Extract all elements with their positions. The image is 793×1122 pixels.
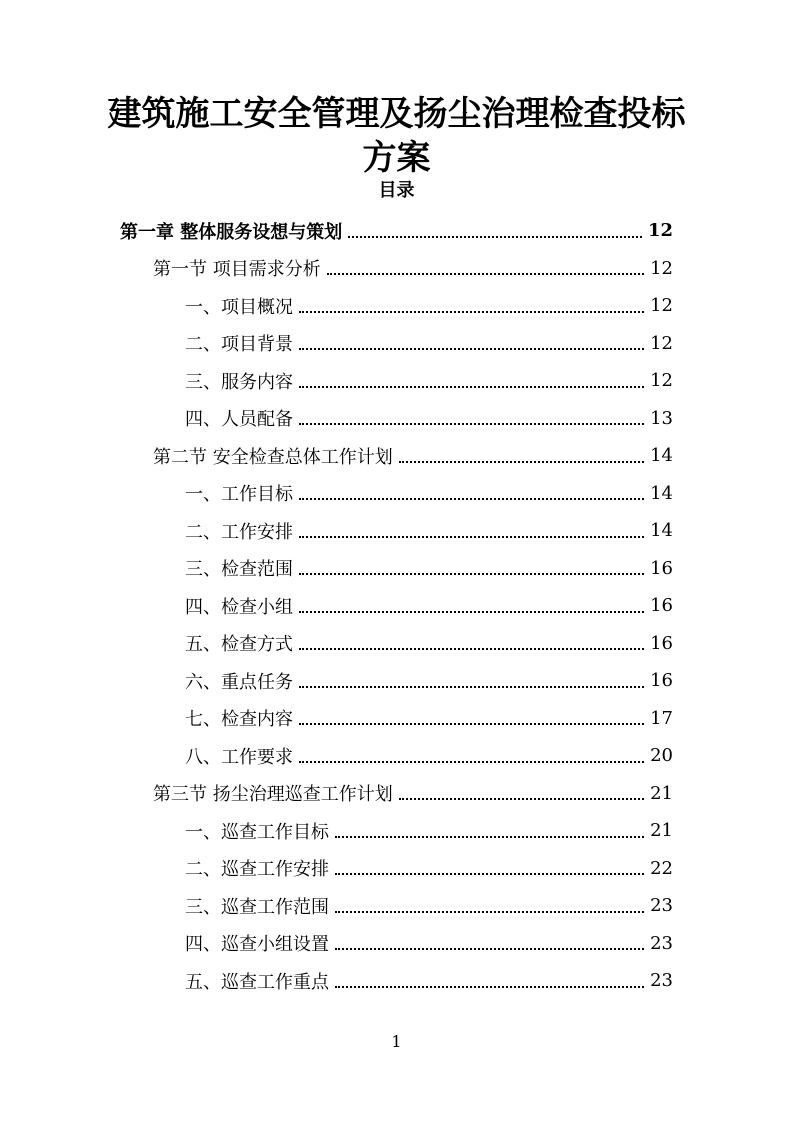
toc-leader-dots (335, 948, 644, 950)
toc-entry[interactable] (185, 700, 673, 737)
toc-entry-label: 二、项目背景 (185, 334, 293, 355)
toc-entry[interactable] (185, 287, 673, 324)
toc-entry[interactable] (185, 325, 673, 362)
toc-leader-dots (299, 536, 644, 538)
toc-entry-label: 第一节 项目需求分析 (153, 259, 321, 280)
toc-leader-dots (299, 648, 644, 650)
toc-entry-label: 一、项目概况 (185, 296, 293, 318)
toc-entry-page: 16 (650, 557, 673, 579)
toc-leader-dots (335, 911, 644, 913)
toc-leader-dots (299, 311, 644, 313)
toc-leader-dots (399, 798, 644, 800)
toc-entry-page: 14 (650, 520, 673, 541)
toc-entry[interactable] (153, 437, 673, 474)
toc-entry[interactable] (185, 475, 673, 512)
toc-entry[interactable] (185, 625, 673, 662)
toc-leader-dots (299, 611, 644, 613)
toc-entry-page: 17 (650, 707, 673, 729)
toc-entry-page: 14 (650, 445, 673, 466)
page-number: 1 (391, 1032, 402, 1051)
toc-entry-label: 一、巡查工作目标 (185, 821, 329, 843)
toc-leader-dots (299, 761, 644, 763)
toc-entry-page: 16 (650, 595, 673, 616)
toc-entry-label: 三、检查范围 (185, 559, 293, 580)
toc-entry[interactable] (153, 250, 673, 287)
toc-entry-page: 13 (650, 407, 673, 429)
toc-leader-dots (299, 573, 644, 575)
toc-entry-page: 22 (650, 857, 673, 879)
toc-entry-label: 三、服务内容 (185, 371, 293, 393)
toc-entry[interactable] (185, 587, 673, 624)
toc-entry[interactable] (185, 662, 673, 699)
toc-entry[interactable] (185, 887, 673, 924)
toc-leader-dots (335, 836, 644, 838)
toc-entry-label: 五、巡查工作重点 (185, 971, 329, 993)
toc-leader-dots (299, 423, 644, 425)
toc-leader-dots (399, 461, 644, 463)
toc-entry-page: 16 (650, 632, 673, 654)
toc-entry-page: 23 (650, 932, 673, 954)
toc-entry[interactable] (120, 212, 673, 249)
toc-entry[interactable] (185, 550, 673, 587)
toc-entry-page: 23 (650, 895, 673, 916)
toc-entry-page: 14 (650, 482, 673, 504)
toc-entry[interactable] (185, 737, 673, 774)
toc-entry-page: 12 (650, 295, 673, 316)
toc-entry-page: 21 (650, 782, 673, 804)
toc-entry-label: 三、巡查工作范围 (185, 896, 329, 918)
toc-entry-page: 23 (650, 970, 673, 991)
toc-entry-page: 16 (650, 670, 673, 691)
toc-leader-dots (327, 273, 644, 275)
toc-leader-dots (348, 236, 642, 238)
toc-leader-dots (299, 348, 644, 350)
toc-entry-page: 12 (650, 370, 673, 391)
toc-entry-label: 六、重点任务 (185, 671, 293, 693)
toc-entry[interactable] (185, 400, 673, 437)
toc-entry-label: 二、巡查工作安排 (185, 859, 329, 880)
toc-entry-label: 八、工作要求 (185, 746, 293, 768)
toc-entry[interactable] (185, 850, 673, 887)
toc-entry-label: 四、巡查小组设置 (185, 934, 329, 955)
toc-entry-page: 12 (650, 257, 673, 279)
toc-leader-dots (335, 986, 644, 988)
toc-entry[interactable] (185, 962, 673, 999)
toc-entry-page: 12 (647, 220, 673, 241)
toc-leader-dots (299, 498, 644, 500)
toc-entry-label: 五、检查方式 (185, 634, 293, 655)
toc-entry-label: 第三节 扬尘治理巡查工作计划 (153, 784, 393, 805)
document-title-line-2: 方案 (362, 138, 431, 178)
document-title (100, 92, 693, 180)
toc-entry[interactable] (185, 362, 673, 399)
toc-entry-label: 第一章 整体服务设想与策划 (120, 221, 343, 243)
toc-entry[interactable] (185, 925, 673, 962)
toc-entry-label: 四、检查小组 (185, 596, 293, 618)
toc-entry-label: 二、工作安排 (185, 521, 293, 543)
toc-leader-dots (299, 723, 644, 725)
toc-leader-dots (299, 686, 644, 688)
toc-entry[interactable] (185, 812, 673, 849)
toc-entry-page: 21 (650, 820, 673, 841)
toc-entry-page: 12 (650, 332, 673, 354)
toc-entry[interactable] (153, 775, 673, 812)
toc-leader-dots (299, 386, 644, 388)
toc-heading: 目录 (378, 180, 415, 201)
toc-entry-label: 一、工作目标 (185, 484, 293, 505)
toc-entry-label: 七、检查内容 (185, 709, 293, 730)
toc-leader-dots (335, 873, 644, 875)
toc-entry[interactable] (185, 512, 673, 549)
toc-entry-label: 第二节 安全检查总体工作计划 (153, 446, 393, 468)
toc-entry-label: 四、人员配备 (185, 409, 293, 430)
toc-entry-page: 20 (650, 745, 673, 766)
document-title-line-1: 建筑施工安全管理及扬尘治理检查投标 (107, 94, 686, 134)
